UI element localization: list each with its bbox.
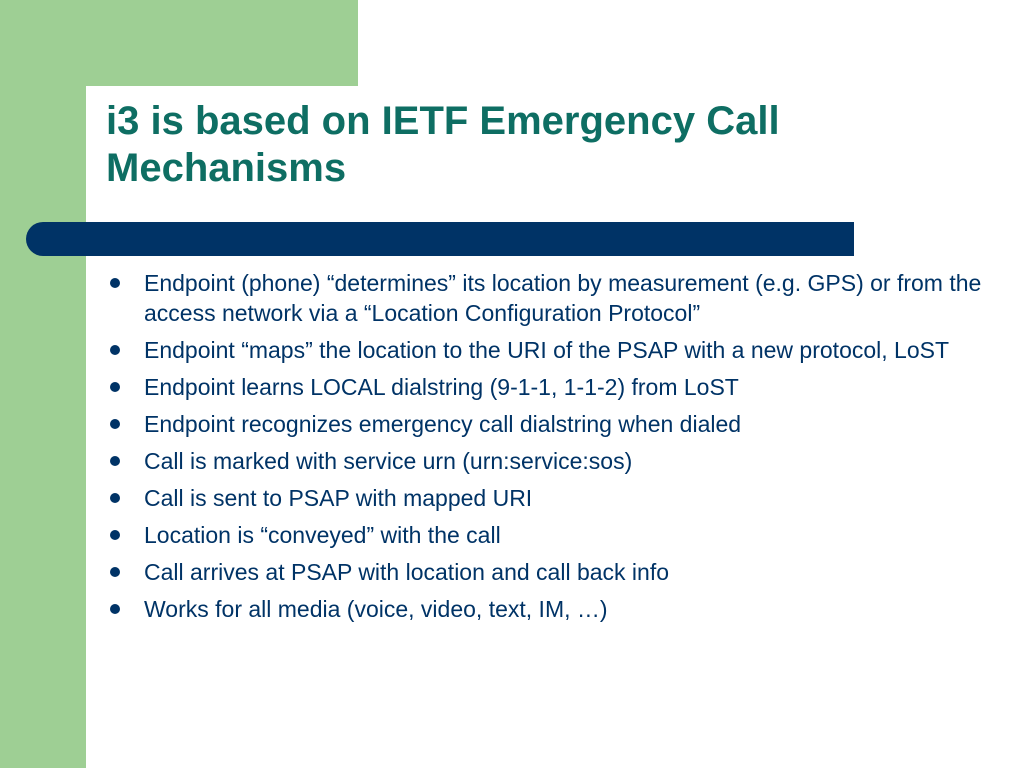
bullet-text: Works for all media (voice, video, text, IM, …) <box>144 596 608 622</box>
bullet-dot-icon <box>110 604 120 614</box>
bullet-dot-icon <box>110 493 120 503</box>
slide-title: i3 is based on IETF Emergency Call Mechanisms <box>106 99 780 190</box>
title-divider-bar <box>26 222 854 256</box>
bullet-text: Endpoint (phone) “determines” its location by measurement (e.g. GPS) or from the access network via a “Location Configuration Protocol” <box>144 270 982 326</box>
bullet-item <box>108 372 988 402</box>
bullet-dot-icon <box>110 530 120 540</box>
bullet-text: Call arrives at PSAP with location and call back info <box>144 559 670 585</box>
bullet-text: Location is “conveyed” with the call <box>144 522 501 548</box>
bullet-dot-icon <box>110 278 120 288</box>
bullet-dot-icon <box>110 419 120 429</box>
bullet-item <box>108 335 988 365</box>
bullet-text: Endpoint learns LOCAL dialstring (9-1-1, 1-1-2) from LoST <box>144 374 739 400</box>
bullet-item <box>108 409 988 439</box>
bullet-dot-icon <box>110 382 120 392</box>
bullet-item <box>108 557 988 587</box>
green-accent-left <box>0 0 86 768</box>
bullet-item <box>108 520 988 550</box>
bullet-dot-icon <box>110 345 120 355</box>
bullet-item <box>108 268 988 328</box>
bullet-item <box>108 446 988 476</box>
bullet-text: Endpoint “maps” the location to the URI of the PSAP with a new protocol, LoST <box>144 337 950 363</box>
bullet-text: Endpoint recognizes emergency call dialstring when dialed <box>144 411 742 437</box>
bullet-dot-icon <box>110 567 120 577</box>
bullet-text: Call is sent to PSAP with mapped URI <box>144 485 533 511</box>
bullet-dot-icon <box>110 456 120 466</box>
bullet-item <box>108 483 988 513</box>
bullet-text: Call is marked with service urn (urn:service:sos) <box>144 448 633 474</box>
bullet-list <box>108 268 988 631</box>
bullet-item <box>108 594 988 624</box>
